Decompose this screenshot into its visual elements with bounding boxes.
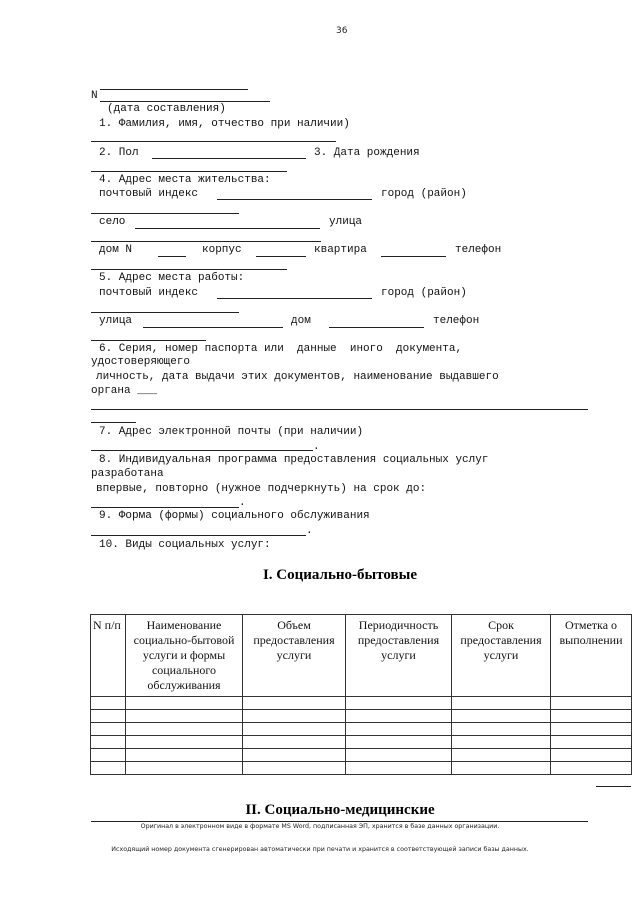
street-2-line — [143, 327, 283, 328]
postal-index-line — [217, 199, 372, 200]
col-volume: Объем предоставления услуги — [243, 615, 346, 697]
city-2-label: город (район) — [381, 287, 467, 299]
postal-index-2-label: почтовый индекс — [99, 287, 199, 299]
field-6-line-3: личность, дата выдачи этих документов, наименование выдавшего — [96, 371, 499, 383]
phone-label: телефон — [455, 244, 502, 256]
apartment-label: квартира — [314, 244, 367, 256]
phone-2-label: телефон — [433, 315, 480, 327]
col-completion-mark: Отметка о выполнении — [551, 615, 632, 697]
field-6-long-line — [91, 409, 588, 410]
field-8-period: . — [239, 497, 246, 509]
number-prefix: N — [91, 90, 98, 102]
sex-line — [152, 158, 306, 159]
section-1-title: I. Социально-бытовые — [262, 567, 418, 583]
house-2-label: дом — [291, 315, 311, 327]
city-label: город (район) — [381, 188, 467, 200]
street-label: улица — [329, 216, 363, 228]
date-caption: (дата составления) — [107, 103, 226, 115]
apartment-line — [381, 256, 446, 257]
col-term: Срок предоставления услуги — [452, 615, 551, 697]
field-8-line — [91, 507, 239, 508]
page-number: 36 — [336, 26, 348, 36]
field-1-label: 1. Фамилия, имя, отчество при наличии) — [99, 118, 350, 130]
field-7-label: 7. Адрес электронной почты (при наличии) — [99, 426, 364, 438]
field-9-label: 9. Форма (формы) социального обслуживания — [99, 510, 370, 522]
field-6-line-1: 6. Серия, номер паспорта или данные иного документа, — [99, 343, 463, 355]
house-2-line — [329, 327, 424, 328]
table-row — [91, 736, 632, 749]
footer-rule — [91, 821, 588, 822]
field-4-label: 4. Адрес места жительства: — [99, 174, 271, 186]
field-6-line-2: удостоверяющего — [91, 356, 191, 368]
field-2-label: 2. Пол — [99, 147, 139, 159]
field-5-label: 5. Адрес места работы: — [99, 272, 245, 284]
field-6-line-4: органа ___ — [91, 385, 158, 397]
col-periodicity: Периодичность предоставления услуги — [346, 615, 452, 697]
table-header-row — [91, 615, 632, 697]
street-2-label: улица — [99, 315, 133, 327]
table-row — [91, 697, 632, 710]
postal-index-2-line — [217, 298, 372, 299]
field-9-period: . — [306, 525, 313, 537]
services-table — [90, 614, 632, 775]
table-row — [91, 762, 632, 775]
table-row — [91, 749, 632, 762]
table-row — [91, 710, 632, 723]
field-8-line-2: разработана — [91, 468, 164, 480]
field-6-short-line — [91, 422, 136, 423]
table-tail-line — [596, 786, 631, 787]
field-1-line — [91, 141, 336, 142]
house-line — [158, 256, 186, 257]
house-label: дом N — [99, 244, 133, 256]
village-label: село — [99, 216, 126, 228]
street-line — [91, 241, 321, 242]
postal-index-label: почтовый индекс — [99, 188, 199, 200]
phone-2-line — [91, 340, 206, 341]
col-number: N п/п — [91, 615, 126, 697]
field-10-label: 10. Виды социальных услуг: — [99, 539, 271, 551]
table-row — [91, 723, 632, 736]
field-7-period: . — [313, 441, 320, 453]
number-line — [100, 101, 270, 102]
field-7-line — [91, 450, 313, 451]
section-2-title: II. Социально-медицинские — [245, 802, 435, 818]
field-9-line — [91, 535, 306, 536]
field-3-label: 3. Дата рождения — [314, 147, 420, 159]
field-8-line-3: впервые, повторно (нужное подчеркнуть) на срок до: — [96, 483, 427, 495]
phone-line — [91, 269, 287, 270]
building-label: корпус — [202, 244, 242, 256]
footer-line-1: Оригинал в электронном виде в формате MS Word, подписанная ЭП, хранится в базе данных организации. — [140, 823, 500, 830]
field-3-line — [91, 171, 287, 172]
city-line — [91, 213, 239, 214]
top-line — [100, 89, 248, 90]
field-8-line-1: 8. Индивидуальная программа предоставления социальных услуг — [99, 454, 489, 466]
city-2-line — [91, 312, 239, 313]
col-service-name: Наименование социально-бытовой услуги и формы социального обслуживания — [126, 615, 243, 697]
village-line — [135, 228, 320, 229]
footer-line-2: Исходящий номер документа сгенерирован автоматически при печати и хранится в соответствующей записи базы данных. — [111, 846, 529, 853]
building-line — [256, 256, 306, 257]
